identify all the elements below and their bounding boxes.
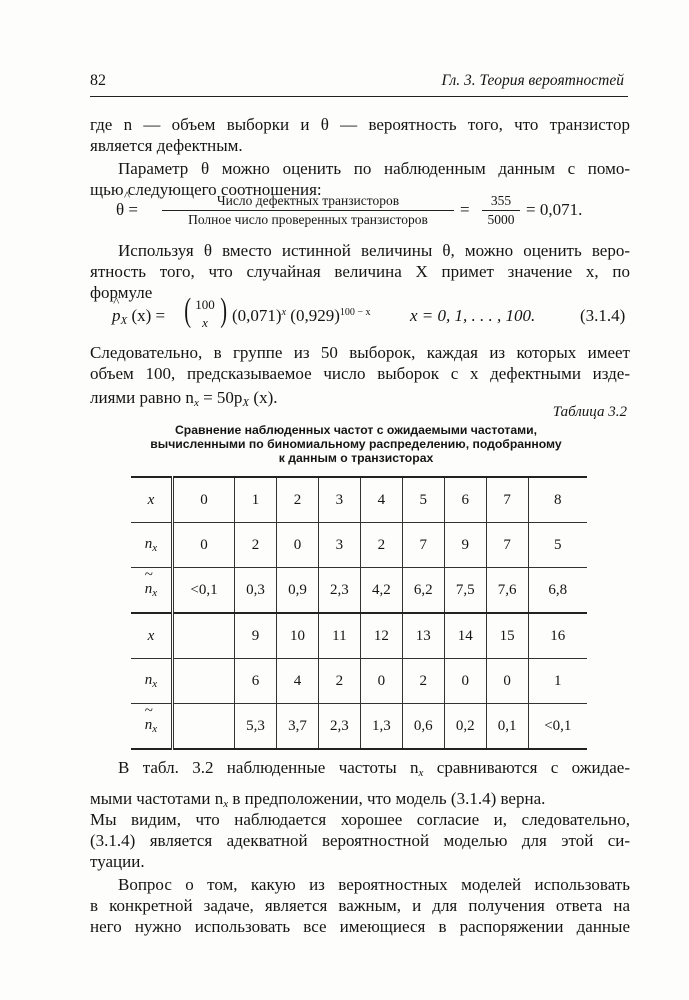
binomial-top: 100 bbox=[195, 297, 215, 312]
text-line bbox=[90, 388, 630, 413]
row-header-label: x bbox=[147, 491, 155, 508]
table-cell: 10 bbox=[276, 613, 318, 659]
table-cell: 6,8 bbox=[528, 568, 587, 614]
table-cell: 7 bbox=[402, 523, 444, 568]
subscript: x bbox=[418, 767, 424, 779]
fraction-numerator: Число дефектных транзисторов bbox=[162, 193, 454, 211]
table-cell bbox=[173, 704, 235, 750]
table-row bbox=[131, 613, 587, 659]
text-line: щью следующего соотношения: bbox=[90, 180, 322, 199]
table-row bbox=[131, 568, 587, 614]
table-cell: 0,3 bbox=[235, 568, 277, 614]
table-cell: 16 bbox=[528, 613, 587, 659]
text-line: формуле bbox=[90, 283, 153, 302]
row-header bbox=[131, 613, 173, 659]
text-span: сравниваются с ожидае- bbox=[423, 758, 630, 777]
text-span: (x). bbox=[249, 388, 278, 407]
text-line: него нужно использовать все имеющиеся в распоряжении данные bbox=[90, 917, 630, 936]
table-cell: 0,9 bbox=[276, 568, 318, 614]
table-cell: 15 bbox=[486, 613, 528, 659]
left-paren: ( bbox=[184, 292, 192, 329]
formula-binomial bbox=[112, 306, 165, 327]
table-cell: 0 bbox=[276, 523, 318, 568]
table-cell: 7,6 bbox=[486, 568, 528, 614]
table-cell: 1,3 bbox=[360, 704, 402, 750]
table-row bbox=[131, 659, 587, 704]
caption-line: Сравнение наблюденных частот с ожидаемыми частотами, bbox=[174, 423, 538, 437]
text-line: в конкретной задаче, является важным, и для получения ответа на bbox=[90, 896, 630, 915]
formula-term: (0,071) bbox=[232, 306, 282, 325]
table-cell: 0 bbox=[173, 477, 235, 523]
table-cell: 6,2 bbox=[402, 568, 444, 614]
fraction-numerator: 355 bbox=[482, 193, 520, 211]
text-span: мыми частотами n bbox=[90, 789, 224, 808]
table-cell: <0,1 bbox=[528, 704, 587, 750]
subscript: X bbox=[242, 397, 250, 409]
table-row bbox=[131, 523, 587, 568]
table-cell bbox=[173, 613, 235, 659]
text-span: в предположении, что модель (3.1.4) верна. bbox=[228, 789, 546, 808]
text-span: лиями равно n bbox=[90, 388, 194, 407]
table-caption bbox=[130, 423, 582, 465]
text-line: Вопрос о том, какую из вероятностных моделей использовать bbox=[118, 875, 630, 894]
table-cell: 2 bbox=[235, 523, 277, 568]
text-line: Используя θ вместо истинной величины θ, можно оценить веро- bbox=[118, 241, 630, 260]
row-header bbox=[131, 523, 173, 568]
table-cell: 3,7 bbox=[276, 704, 318, 750]
table-cell: 7,5 bbox=[444, 568, 486, 614]
text-line: объем 100, предсказываемое число выборок с x дефектными изде- bbox=[90, 364, 630, 383]
row-header-subscript: x bbox=[152, 587, 158, 599]
table-cell: 1 bbox=[528, 659, 587, 704]
table-cell: 6 bbox=[444, 477, 486, 523]
binomial-bottom: x bbox=[202, 315, 208, 330]
row-header-subscript: x bbox=[152, 723, 158, 735]
page-header bbox=[90, 70, 628, 97]
right-paren: ) bbox=[220, 292, 228, 329]
table-cell: 2,3 bbox=[318, 704, 360, 750]
formula-range: x = 0, 1, . . . , 100. bbox=[410, 306, 536, 325]
formula-terms bbox=[232, 306, 371, 326]
caption-line: вычисленными по биномиальному распределению, подобранному bbox=[150, 437, 562, 451]
row-header-label: n bbox=[144, 672, 153, 688]
fraction-denominator: 5000 bbox=[487, 212, 515, 227]
table-label: Таблица 3.2 bbox=[552, 404, 627, 420]
formula-fraction bbox=[162, 193, 454, 228]
caption-line: к данным о транзисторах bbox=[278, 451, 434, 465]
text-line: Мы видим, что наблюдается хорошее согласие и, следовательно, bbox=[90, 810, 630, 829]
text-line bbox=[118, 758, 630, 783]
table-cell: 3 bbox=[318, 477, 360, 523]
table-cell: 5 bbox=[402, 477, 444, 523]
formula-p: p bbox=[112, 306, 121, 325]
row-header-label: x bbox=[147, 627, 155, 644]
subscript: x bbox=[193, 397, 199, 409]
row-header bbox=[131, 568, 173, 614]
row-header bbox=[131, 704, 173, 750]
table-cell: 9 bbox=[444, 523, 486, 568]
formula-lhs: ^ θ = bbox=[116, 200, 138, 220]
table-cell: 4 bbox=[360, 477, 402, 523]
table-cell: 1 bbox=[235, 477, 277, 523]
text-line: (3.1.4) является адекватной вероятностной моделью для этой си- bbox=[90, 831, 630, 850]
row-header-label: n bbox=[144, 536, 153, 552]
row-header-subscript: x bbox=[152, 678, 158, 690]
subscript: x bbox=[223, 798, 229, 810]
table-cell: 9 bbox=[235, 613, 277, 659]
formula-exponent: x bbox=[281, 307, 287, 318]
binomial-coefficient bbox=[192, 296, 218, 332]
table-cell: 0,1 bbox=[486, 704, 528, 750]
text-span: В табл. 3.2 наблюденные частоты n bbox=[118, 758, 419, 777]
table-cell: 5,3 bbox=[235, 704, 277, 750]
row-header-subscript: x bbox=[152, 542, 158, 554]
table-cell: 0,6 bbox=[402, 704, 444, 750]
text-line: Следовательно, в группе из 50 выборок, каждая из которых имеет bbox=[90, 343, 630, 362]
table-cell: 2 bbox=[276, 477, 318, 523]
page-number: 82 bbox=[90, 72, 106, 89]
table-cell: 2 bbox=[402, 659, 444, 704]
table-row bbox=[131, 704, 587, 750]
running-head: Гл. 3. Теория вероятностей bbox=[441, 72, 624, 89]
table-cell: 7 bbox=[486, 523, 528, 568]
text-line: является дефектным. bbox=[90, 136, 243, 155]
table-cell: 12 bbox=[360, 613, 402, 659]
table-cell: <0,1 bbox=[173, 568, 235, 614]
table-cell: 8 bbox=[528, 477, 587, 523]
formula-result: = 0,071. bbox=[526, 200, 583, 219]
table-cell: 4,2 bbox=[360, 568, 402, 614]
fraction-denominator: Полное число проверенных транзисторов bbox=[188, 212, 428, 227]
formula-argument: (x) = bbox=[131, 306, 166, 325]
table-cell: 14 bbox=[444, 613, 486, 659]
table-cell: 4 bbox=[276, 659, 318, 704]
formula-theta-estimate bbox=[116, 200, 138, 220]
frequency-table bbox=[131, 476, 587, 750]
table-cell: 2 bbox=[318, 659, 360, 704]
table-cell: 0 bbox=[486, 659, 528, 704]
row-header-label: ~ n bbox=[145, 717, 153, 734]
table-cell: 0 bbox=[173, 523, 235, 568]
equation-number: (3.1.4) bbox=[580, 306, 626, 325]
formula-term: (0,929) bbox=[290, 306, 340, 325]
row-header bbox=[131, 477, 173, 523]
text-line: где n — объем выборки и θ — вероятность того, что транзистор bbox=[90, 115, 630, 134]
table-cell: 3 bbox=[318, 523, 360, 568]
row-header bbox=[131, 659, 173, 704]
table-cell: 2,3 bbox=[318, 568, 360, 614]
table-cell: 0,2 bbox=[444, 704, 486, 750]
formula-fraction-numeric bbox=[482, 193, 520, 228]
table-cell: 5 bbox=[528, 523, 587, 568]
table-cell: 7 bbox=[486, 477, 528, 523]
text-span: = 50p bbox=[198, 388, 243, 407]
table-cell: 2 bbox=[360, 523, 402, 568]
table-cell: 6 bbox=[235, 659, 277, 704]
table-cell: 11 bbox=[318, 613, 360, 659]
formula-exponent: 100 − x bbox=[339, 307, 371, 318]
table-cell: 0 bbox=[360, 659, 402, 704]
text-line: ятность того, что случайная величина X примет значение x, по bbox=[90, 262, 630, 281]
formula-equals: = bbox=[460, 200, 470, 219]
formula-subscript: X bbox=[120, 315, 128, 327]
row-header-label: ~ n bbox=[145, 581, 153, 598]
table-cell: 0 bbox=[444, 659, 486, 704]
table-row bbox=[131, 477, 587, 523]
table-cell: 13 bbox=[402, 613, 444, 659]
text-line: туации. bbox=[90, 852, 145, 871]
text-line: Параметр θ можно оценить по наблюденным данным с помо- bbox=[118, 159, 630, 178]
table-cell bbox=[173, 659, 235, 704]
